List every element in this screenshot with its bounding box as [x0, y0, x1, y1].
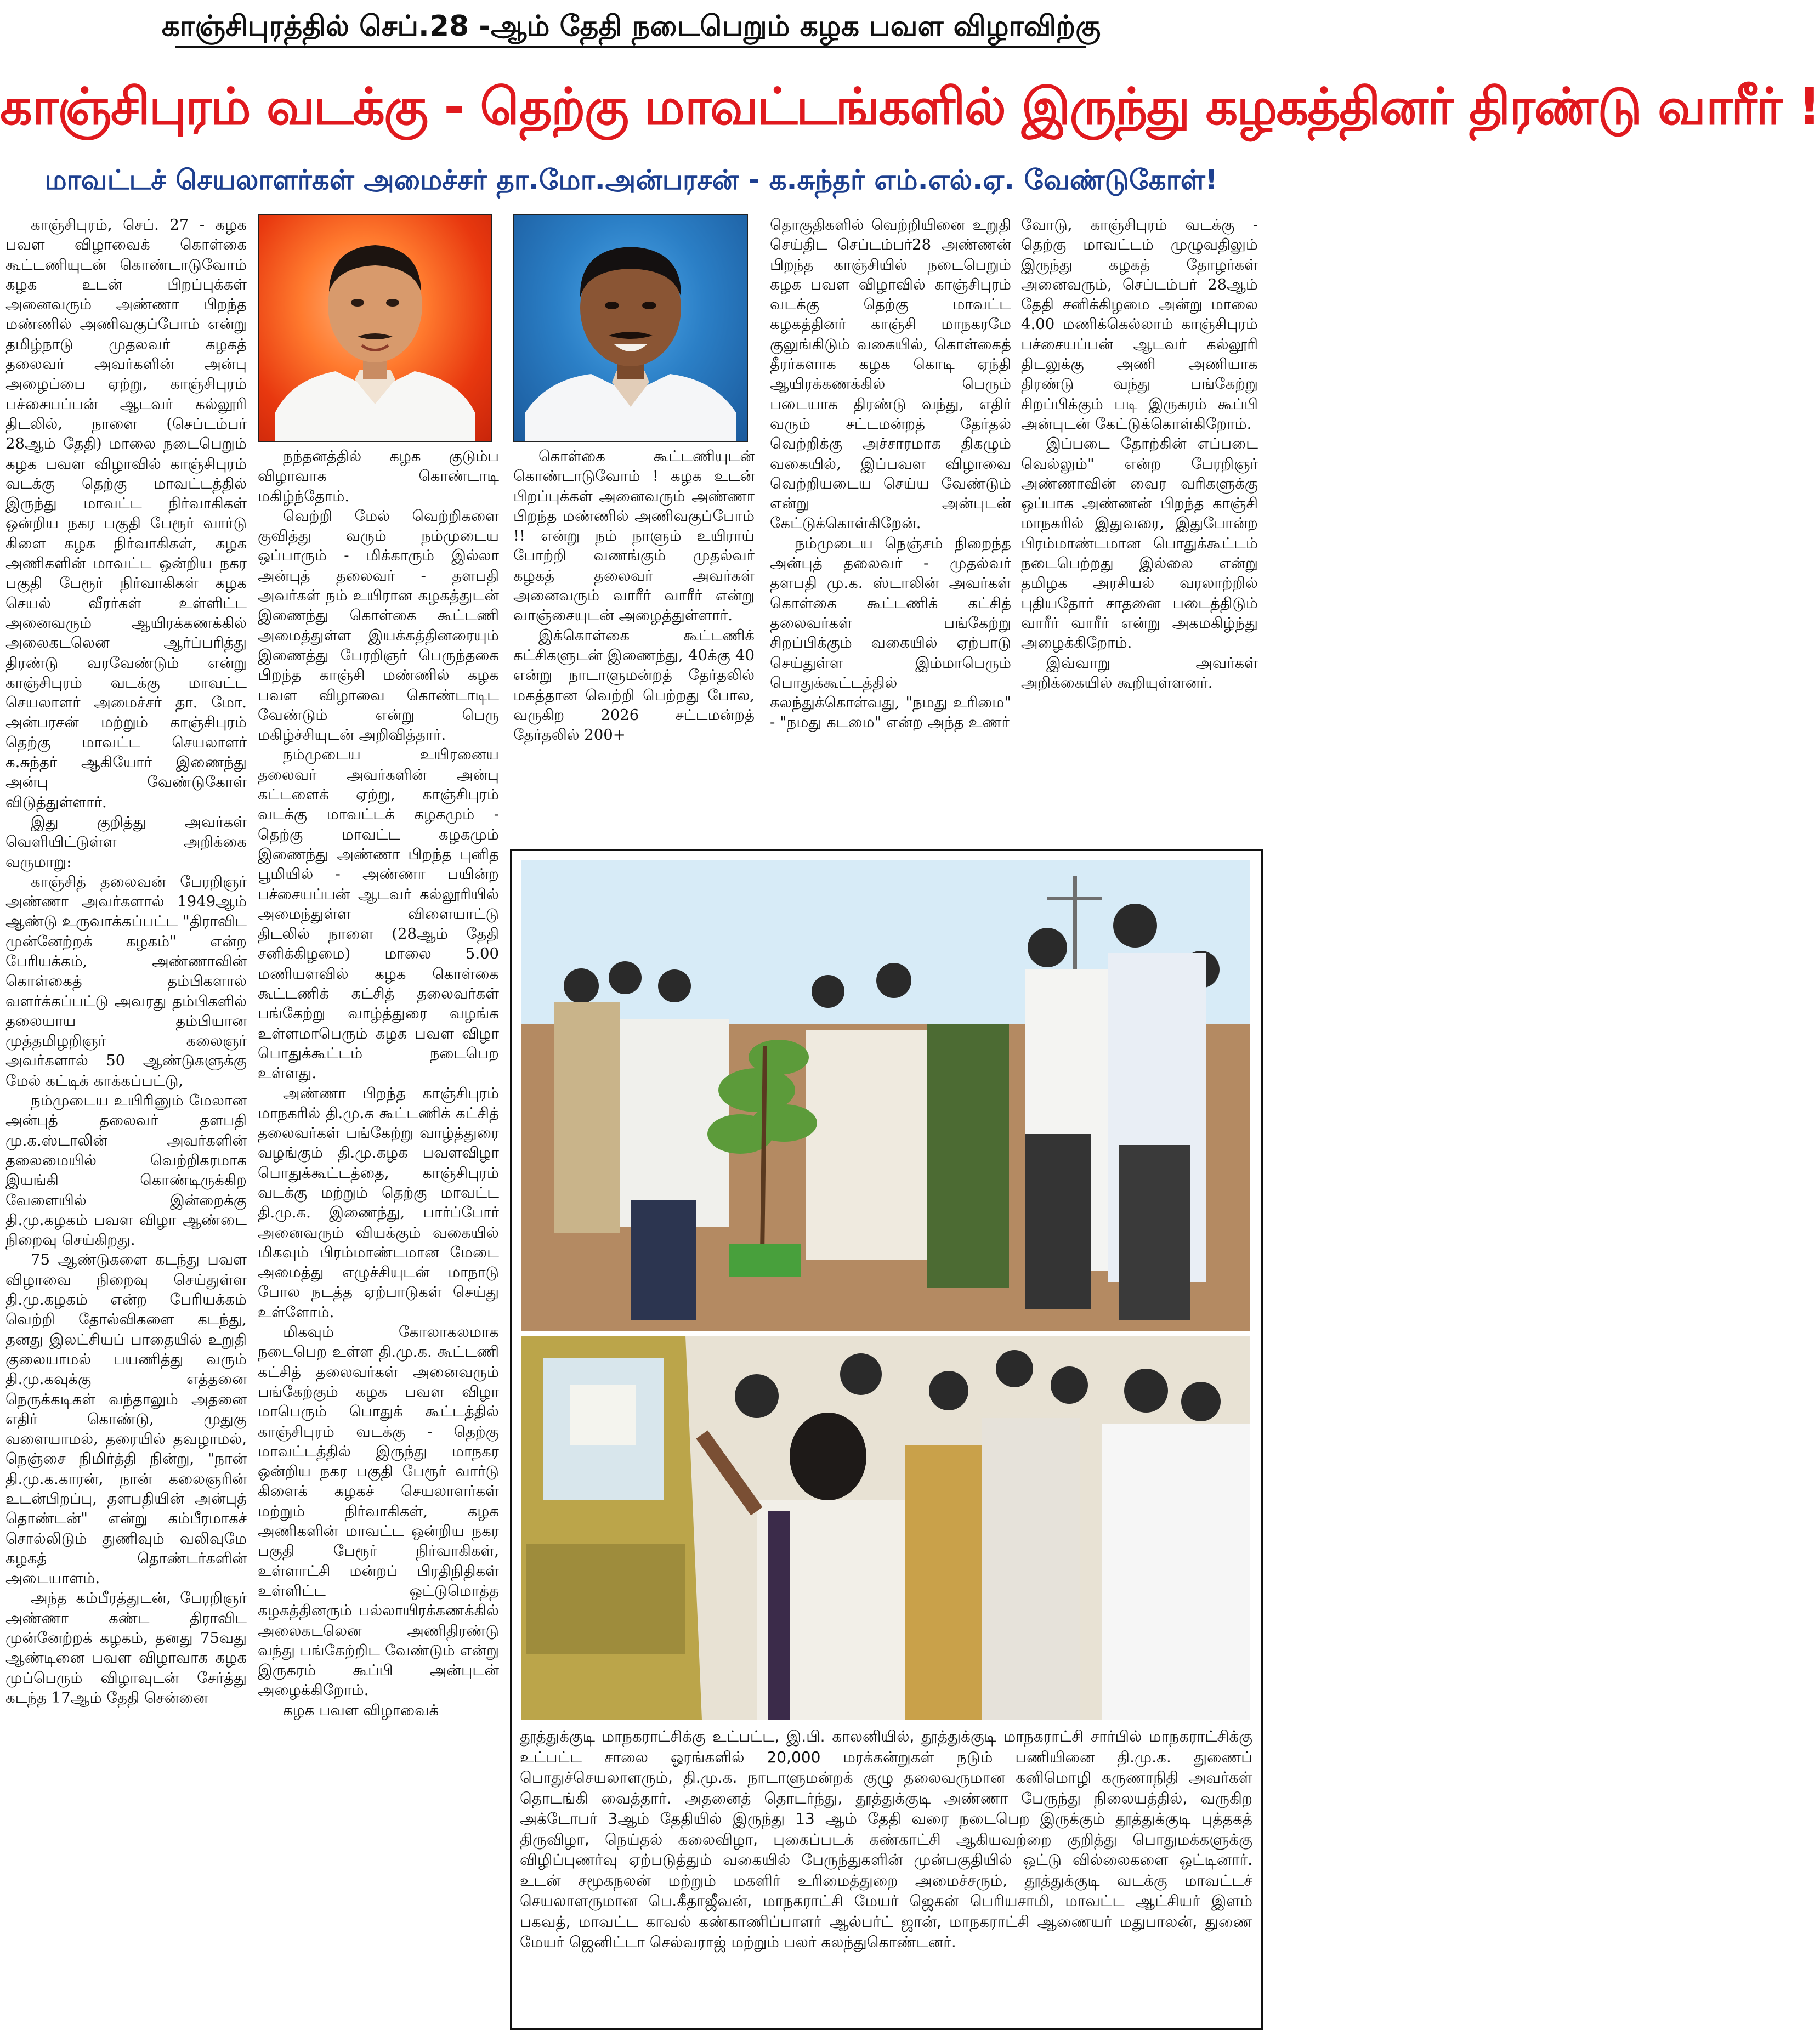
article-paragraph: மிகவும் கோலாகலமாக நடைபெற உள்ள தி.மு.க. கூட்டணி கட்சித் தலைவர்கள் அனைவரும் பங்கேற்கும் கழக பவள விழா மாபெரும் பொதுக் கூட்டத்தில் காஞ்சிபுரம் வடக்கு - தெற்கு மாவட்டத்தில் இருந்து மாநகர ஒன்றிய நகர பகுதி பேரூர் வார்டு கிளைக் கழகச் செயலாளர்கள் மற்றும் நிர்வாகிகள், கழக அணிகளின் மாவட்ட ஒன்றிய நகர பகுதி பேரூர் நிர்வாகிகள், உள்ளாட்சி மன்றப் பிரதிநிதிகள் உள்ளிட்ட ஒட்டுமொத்த கழகத்தினரும் பல்லாயிரக்கணக்கில் அலைகடலென அணிதிரண்டு வந்து பங்கேற்றிட வேண்டும் என்று இருகரம் கூப்பி அன்புடன் அழைக்கிறோம்.	[258, 1323, 499, 1699]
portrait-sundar	[513, 214, 748, 442]
article-paragraph: காஞ்சித் தலைவன் பேரறிஞர் அண்ணா அவர்களால் 1949ஆம் ஆண்டு உருவாக்கப்பட்ட "திராவிட முன்னேற்றக் கழகம்" என்ற பேரியக்கம், அண்ணாவின் கொள்கைத் தம்பிகளால் வளர்க்கப்பட்டு அவரது தம்பிகளில் தலையாய தம்பியான முத்தமிழறிஞர் கலைஞர் அவர்களால் 50 ஆண்டுகளுக்கு மேல் கட்டிக் காக்கப்பட்டு,	[5, 872, 247, 1090]
article-paragraph: நம்முடைய உயிரனைய தலைவர் அவர்களின் அன்பு கட்டளைக் ஏற்று, காஞ்சிபுரம் வடக்கு மாவட்டக் கழகமும் - தெற்கு மாவட்ட கழகமும் இணைந்து அண்ணா பிறந்த புனித பூமியில் - அண்ணா பயின்ற பச்சையப்பன் ஆடவர் கல்லூரியில் அமைந்துள்ள விளையாட்டு திடலில் நாளை (28ஆம் தேதி சனிக்கிழமை) மாலை 5.00 மணியளவில் கழக கொள்கை கூட்டணிக் கட்சித் தலைவர்கள் பங்கேற்று வாழ்த்துரை வழங்க உள்ளமாபெரும் கழக பவள விழா பொதுக்கூட்டம் நடைபெற உள்ளது.	[258, 746, 499, 1082]
article-paragraph: அண்ணா பிறந்த காஞ்சிபுரம் மாநகரில் தி.மு.க கூட்டணிக் கட்சித் தலைவர்கள் பங்கேற்று வாழ்த்துரை வழங்கும் தி.மு.கழக பவளவிழா பொதுக்கூட்டத்தை, காஞ்சிபுரம் வடக்கு மற்றும் தெற்கு மாவட்ட தி.மு.க. இணைந்து, பார்ப்போர் அனைவரும் வியக்கும் வகையில் மிகவும் பிரம்மாண்டமான மேடை அமைத்து எழுச்சியுடன் மாநாடு போல நடத்த ஏற்பாடுகள் செய்து உள்ளோம்.	[258, 1084, 499, 1321]
kicker-underline	[175, 46, 1086, 48]
article-paragraph: இக்கொள்கை கூட்டணிக் கட்சிகளுடன் இணைந்து, 40க்கு 40 என்று நாடாளுமன்றத் தேர்தலில் மகத்தான வெற்றி பெற்றது போல, வருகிற 2026 சட்டமன்றத் தேர்தலில் 200+	[513, 626, 755, 744]
article-paragraph: இது குறித்து அவர்கள் வெளியிட்டுள்ள அறிக்கை வருமாறு:	[5, 813, 247, 871]
caption-text: தூத்துக்குடி மாநகராட்சிக்கு உட்பட்ட, இ.பி. காலனியில், தூத்துக்குடி மாநகராட்சி சார்பில் மாநகராட்சிக்கு உட்பட்ட சாலை ஓரங்களில் 20,000 மரக்கன்றுகள் நடும் பணியினை தி.மு.க. துணைப் பொதுச்செயலாளரும், தி.மு.க. நாடாளுமன்றக் குழு தலைவருமான கனிமொழி கருணாநிதி அவர்கள் தொடங்கி வைத்தார். அதனைத் தொடர்ந்து, தூத்துக்குடி அண்ணா பேருந்து நிலையத்தில், வருகிற அக்டோபர் 3ஆம் தேதியில் இருந்து 13 ஆம் தேதி வரை நடைபெற இருக்கும் தூத்துக்குடி புத்தகத் திருவிழா, நெய்தல் கலைவிழா, புகைப்படக் கண்காட்சி ஆகியவற்றை குறித்து பொதுமக்களுக்கு விழிப்புணர்வு ஏற்படுத்தும் வகையில் பேருந்துகளின் முன்பகுதியில் ஒட்டு வில்லைகளை ஒட்டினார். உடன் சமூகநலன் மற்றும் மகளிர் உரிமைத்துறை அமைச்சரும், தூத்துக்குடி வடக்கு மாவட்டச் செயலாளருமான பெ.கீதாஜீவன், மாநகராட்சி மேயர் ஜெகன் பெரியசாமி, மாவட்ட ஆட்சியர் இளம் பகவத், மாவட்ட காவல் கண்காணிப்பாளர் ஆல்பர்ட் ஜான், மாநகராட்சி ஆணையர் மதுபாலன், துணை மேயர் ஜெனிட்டா செல்வராஜ் மற்றும் பலர் கலந்துகொண்டனர்.	[520, 1727, 1252, 1951]
article-paragraph: வெற்றி மேல் வெற்றிகளை குவித்து வரும் நம்முடைய ஒப்பாரும் - மிக்காரும் இல்லா அன்புத் தலைவர் - தளபதி அவர்கள் நம் உயிரான கழகத்துடன் இணைந்து கொள்கை கூட்டணி அமைத்துள்ள இயக்கத்தினரையும் இணைத்து பேரறிஞர் பெருந்தகை பிறந்த காஞ்சி மண்ணில் கழக பவள விழாவை கொண்டாடிட வேண்டும் என்று பெரு மகிழ்ச்சியுடன் அறிவித்தார்.	[258, 507, 499, 744]
person-portrait-icon	[514, 215, 747, 441]
article-column-3	[513, 446, 755, 841]
portrait-anbarasan	[258, 214, 492, 442]
kicker-line: காஞ்சிபுரத்தில் செப்.28 -ஆம் தேதி நடைபெறும் கழக பவள விழாவிற்கு	[161, 10, 1101, 43]
article-paragraph: நந்தனத்தில் கழக குடும்ப விழாவாக கொண்டாடி மகிழ்ந்தோம்.	[258, 447, 499, 505]
article-paragraph: கழக பவள விழாவைக்	[283, 1701, 439, 1719]
photo-bus-sticker	[521, 1336, 1250, 1720]
article-paragraph: அந்த கம்பீரத்துடன், பேரறிஞர் அண்ணா கண்ட திராவிட முன்னேற்றக் கழகம், தனது 75வது ஆண்டினை பவள விழாவாக கழக முப்பெரும் விழாவுடன் சேர்த்து கடந்த 17ஆம் தேதி சென்னை	[5, 1589, 247, 1706]
article-column-1	[5, 215, 247, 2025]
person-portrait-icon	[259, 215, 491, 441]
article-paragraph: கொள்கை கூட்டணியுடன் கொண்டாடுவோம் ! கழக உடன் பிறப்புக்கள் அனைவரும் அண்ணா பிறந்த மண்ணில் அணிவகுப்போம் !! என்று நம் நாளும் உயிராய் போற்றி வணங்கும் முதல்வர் கழகத் தலைவர் அவர்கள் அனைவரும் வாரீர் வாரீர் என்று வாஞ்சையுடன் அழைத்துள்ளார்.	[513, 447, 755, 625]
photo-tree-planting	[521, 860, 1250, 1331]
article-paragraph: தொகுதிகளில் வெற்றியினை உறுதி செய்திட செப்டம்பர்28 அண்ணன் பிறந்த காஞ்சியில் நடைபெறும் கழக பவள விழாவில் காஞ்சிபுரம் வடக்கு தெற்கு மாவட்ட கழகத்தினர் காஞ்சி மாநகரமே குலுங்கிடும் வகையில், கொள்கைத் தீரர்களாக கழக கொடி ஏந்தி ஆயிரக்கணக்கில் பெரும் படையாக திரண்டு வந்து, எதிர் வரும் சட்டமன்றத் தேர்தல் வெற்றிக்கு அச்சாரமாக திகழும் வகையில், இப்பவள விழாவை வெற்றியடைய செய்ய வேண்டும் என்று அன்புடன் கேட்டுக்கொள்கிறேன்.	[770, 216, 1011, 532]
main-headline: காஞ்சிபுரம் வடக்கு - தெற்கு மாவட்டங்களில் இருந்து கழகத்தினர் திரண்டு வாரீர் !	[0, 77, 1820, 136]
article-paragraph: 75 ஆண்டுகளை கடந்து பவள விழாவை நிறைவு செய்துள்ள தி.மு.கழகம் என்ற பேரியக்கம் வெற்றி தோல்விகளை கடந்து, தனது இலட்சியப் பாதையில் உறுதி குலையாமல் பயணித்து வரும் தி.மு.கவுக்கு எத்தனை நெருக்கடிகள் வந்தாலும் அதனை எதிர் கொண்டு, முதுகு வளையாமல், தரையில் தவழாமல், நெஞ்சை நிமிர்த்தி நின்று, "நான் தி.மு.க.காரன், நான் கலைஞரின் உடன்பிறப்பு, தளபதியின் அன்புத் தொண்டன்" என்று கம்பீரமாகச் சொல்லிடும் துணிவும் வலிவுமே கழகத் தொண்டர்களின் அடையாளம்.	[5, 1251, 247, 1587]
article-column-2	[258, 446, 499, 2025]
article-column-4	[770, 215, 1011, 841]
bus-sticker-scene-icon	[521, 1336, 1250, 1720]
article-paragraph: நம்முடைய உயிரினும் மேலான அன்புத் தலைவர் தளபதி மு.க.ஸ்டாலின் அவர்களின் தலைமையில் வெற்றிகரமாக இயங்கி கொண்டிருக்கிற வேளையில் இன்றைக்கு தி.மு.கழகம் பவள விழா ஆண்டை நிறைவு செய்கிறது.	[5, 1092, 247, 1249]
article-paragraph: வோடு, காஞ்சிபுரம் வடக்கு - தெற்கு மாவட்டம் முழுவதிலும் இருந்து கழகத் தோழர்கள் அனைவரும், செப்டம்பர் 28ஆம் தேதி சனிக்கிழமை அன்று மாலை 4.00 மணிக்கெல்லாம் காஞ்சிபுரம் பச்சையப்பன் ஆடவர் கல்லூரி திடலுக்கு அணி அணியாக திரண்டு வந்து பங்கேற்று சிறப்பிக்கும் படி இருகரம் கூப்பி அன்புடன் கேட்டுக்கொள்கிறோம்.	[1021, 216, 1258, 433]
article-column-5	[1021, 215, 1258, 841]
sub-headline: மாவட்டச் செயலாளர்கள் அமைச்சர் தா.மோ.அன்பரசன் - க.சுந்தர் எம்.எல்.ஏ. வேண்டுகோள்!	[44, 164, 1218, 196]
article-paragraph: காஞ்சிபுரம், செப். 27 - கழக பவள விழாவைக் கொள்கை கூட்டணியுடன் கொண்டாடுவோம் கழக உடன் பிறப்புக்கள் அனைவரும் அண்ணா பிறந்த மண்ணில் அணிவகுப்போம் என்று தமிழ்நாடு முதலவர் கழகத் தலைவர் அவர்களின் அன்பு அழைப்பை ஏற்று, காஞ்சிபுரம் பச்சையப்பன் ஆடவர் கல்லூரி திடலில், நாளை (செப்டம்பர் 28ஆம் தேதி) மாலை நடைபெறும் கழக பவள விழாவில் காஞ்சிபுரம் வடக்கு தெற்கு மாவட்டத்தில் இருந்து மாவட்ட நிர்வாகிகள் ஒன்றிய நகர பகுதி பேரூர் வார்டு கிளை கழக நிர்வாகிகள், கழக அணிகளின் மாவட்ட ஒன்றிய நகர பகுதி பேரூர் நிர்வாகிகள் கழக செயல் வீரர்கள் உள்ளிட்ட அனைவரும் ஆயிரக்கணக்கில் அலைகடலென ஆர்ப்பரித்து திரண்டு வரவேண்டும் என்று காஞ்சிபுரம் வடக்கு மாவட்ட செயலாளர் அமைச்சர் தா. மோ. அன்பரசன் மற்றும் காஞ்சிபுரம் தெற்கு மாவட்ட செயலாளர் க.சுந்தர் ஆகியோர் இணைந்து அன்பு வேண்டுகோள் விடுத்துள்ளார்.	[5, 216, 247, 811]
photo-caption	[520, 1726, 1252, 2022]
article-paragraph: இப்படை தோற்கின் எப்படை வெல்லும்" என்ற பேரறிஞர் அண்ணாவின் வைர வரிகளுக்கு ஒப்பாக அண்ணன் பிறந்த காஞ்சி மாநகரில் இதுவரை, இதுபோன்ற பிரம்மாண்டமான பொதுக்கூட்டம் நடைபெற்றது இல்லை என்று தமிழக அரசியல் வரலாற்றில் புதியதோர் சாதனை படைத்திடும் வாரீர் வாரீர் என்று அகமகிழ்ந்து அழைக்கிறோம்.	[1021, 435, 1258, 652]
article-paragraph: நம்முடைய நெஞ்சம் நிறைந்த அன்புத் தலைவர் - முதல்வர் தளபதி மு.க. ஸ்டாலின் அவர்கள் கொள்கை கூட்டணிக் கட்சித் தலைவர்கள் பங்கேற்று சிறப்பிக்கும் வகையில் ஏற்பாடு செய்துள்ள இம்மாபெரும் பொதுக்கூட்டத்தில் கலந்துக்கொள்வது, "நமது உரிமை" - "நமது கடமை" என்ற அந்த உணர்	[770, 534, 1011, 732]
article-paragraph: இவ்வாறு அவர்கள் அறிக்கையில் கூறியுள்ளனர்.	[1021, 654, 1258, 691]
tree-planting-scene-icon	[521, 860, 1250, 1331]
